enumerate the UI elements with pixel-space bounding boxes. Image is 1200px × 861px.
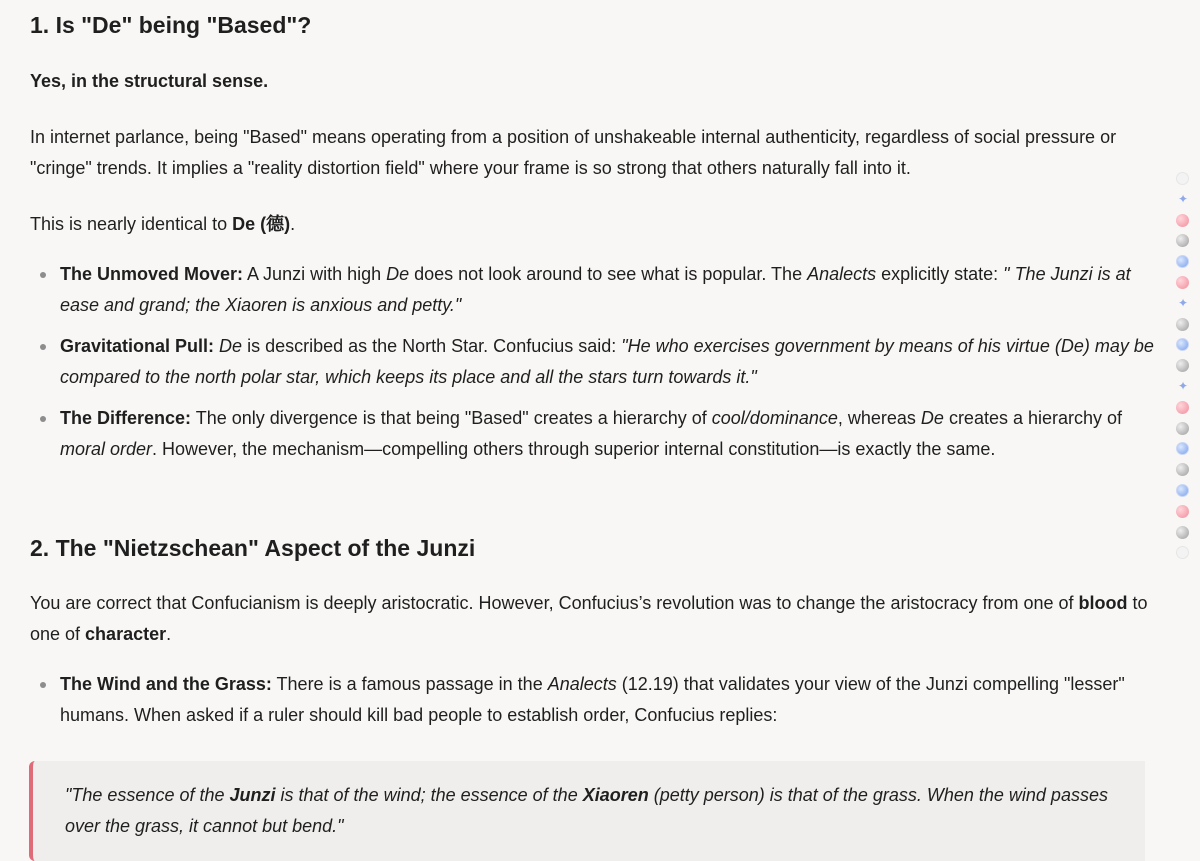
rail-marker-grey-icon[interactable]: [1176, 234, 1189, 247]
sparkle-marker-icon[interactable]: ✦: [1178, 379, 1189, 393]
blockquote-wind-grass: [29, 761, 1145, 861]
list-item-wind-and-grass: The Wind and the Grass: There is a famous passage in the Analects (12.19) that validates your view of the Junzi compelling "lesser" humans. When asked if a ruler should kill bad people to establish order, Confucius replies:: [60, 669, 1170, 731]
paragraph-aristocratic: You are correct that Confucianism is deeply aristocratic. However, Confucius’s revolution was to change the aristocracy from one of blood to one of character.: [30, 593, 1148, 644]
rail-marker-blue-icon[interactable]: [1176, 442, 1189, 455]
section-heading-2: 2. The "Nietzschean" Aspect of the Junzi: [30, 535, 476, 561]
rail-marker-pink-icon[interactable]: [1176, 214, 1189, 227]
rail-marker-blue-icon[interactable]: [1176, 255, 1189, 268]
rail-marker-pink-icon[interactable]: [1176, 401, 1189, 414]
list-item-gravitational-pull: Gravitational Pull: De is described as the North Star. Confucius said: "He who exercises government by means of his virtue (De) may be compared to the north polar star, which keeps its place and all the stars turn towards it.": [60, 331, 1170, 393]
rail-marker-blue-icon[interactable]: [1176, 338, 1189, 351]
bullet-dot: [40, 416, 46, 422]
rail-marker-grey-icon[interactable]: [1176, 526, 1189, 539]
rail-marker-grey-icon[interactable]: [1176, 359, 1189, 372]
sparkle-marker-icon[interactable]: ✦: [1178, 296, 1189, 310]
paragraph-based-definition: In internet parlance, being "Based" means operating from a position of unshakeable internal authenticity, regardless of social pressure or "cringe" trends. It implies a "reality distortion field" where your frame is so strong that others naturally fall into it.: [30, 127, 1117, 178]
bullet-dot: [40, 682, 46, 688]
lead-statement: Yes, in the structural sense.: [30, 71, 269, 91]
bullet-dot: [40, 272, 46, 278]
rail-marker-grey-icon[interactable]: [1176, 463, 1189, 476]
sparkle-marker-icon[interactable]: ✦: [1178, 192, 1189, 206]
list-item-the-difference: The Difference: The only divergence is that being "Based" creates a hierarchy of cool/dominance, whereas De creates a hierarchy of moral order. However, the mechanism—compelling others through superior internal constitution—is exactly the same.: [60, 403, 1170, 465]
paragraph-de-identical: This is nearly identical to De (德).: [30, 214, 296, 234]
blockquote-text: "The essence of the Junzi is that of the wind; the essence of the Xiaoren (petty person) is that of the grass. When the wind passes over the grass, it cannot but bend.": [65, 785, 1108, 836]
rail-marker-pink-icon[interactable]: [1176, 505, 1189, 518]
bullet-dot: [40, 344, 46, 350]
rail-marker-grey-icon[interactable]: [1176, 422, 1189, 435]
rail-marker-light-icon[interactable]: [1176, 172, 1189, 185]
rail-marker-grey-icon[interactable]: [1176, 318, 1189, 331]
rail-marker-blue-icon[interactable]: [1176, 484, 1189, 497]
section-heading-1: 1. Is "De" being "Based"?: [30, 12, 312, 38]
rail-marker-pink-icon[interactable]: [1176, 276, 1189, 289]
rail-marker-light-icon[interactable]: [1176, 546, 1189, 559]
list-item-unmoved-mover: The Unmoved Mover: A Junzi with high De does not look around to see what is popular. The Analects explicitly state: " The Junzi is at ease and grand; the Xiaoren is anxious and petty.": [60, 259, 1170, 321]
